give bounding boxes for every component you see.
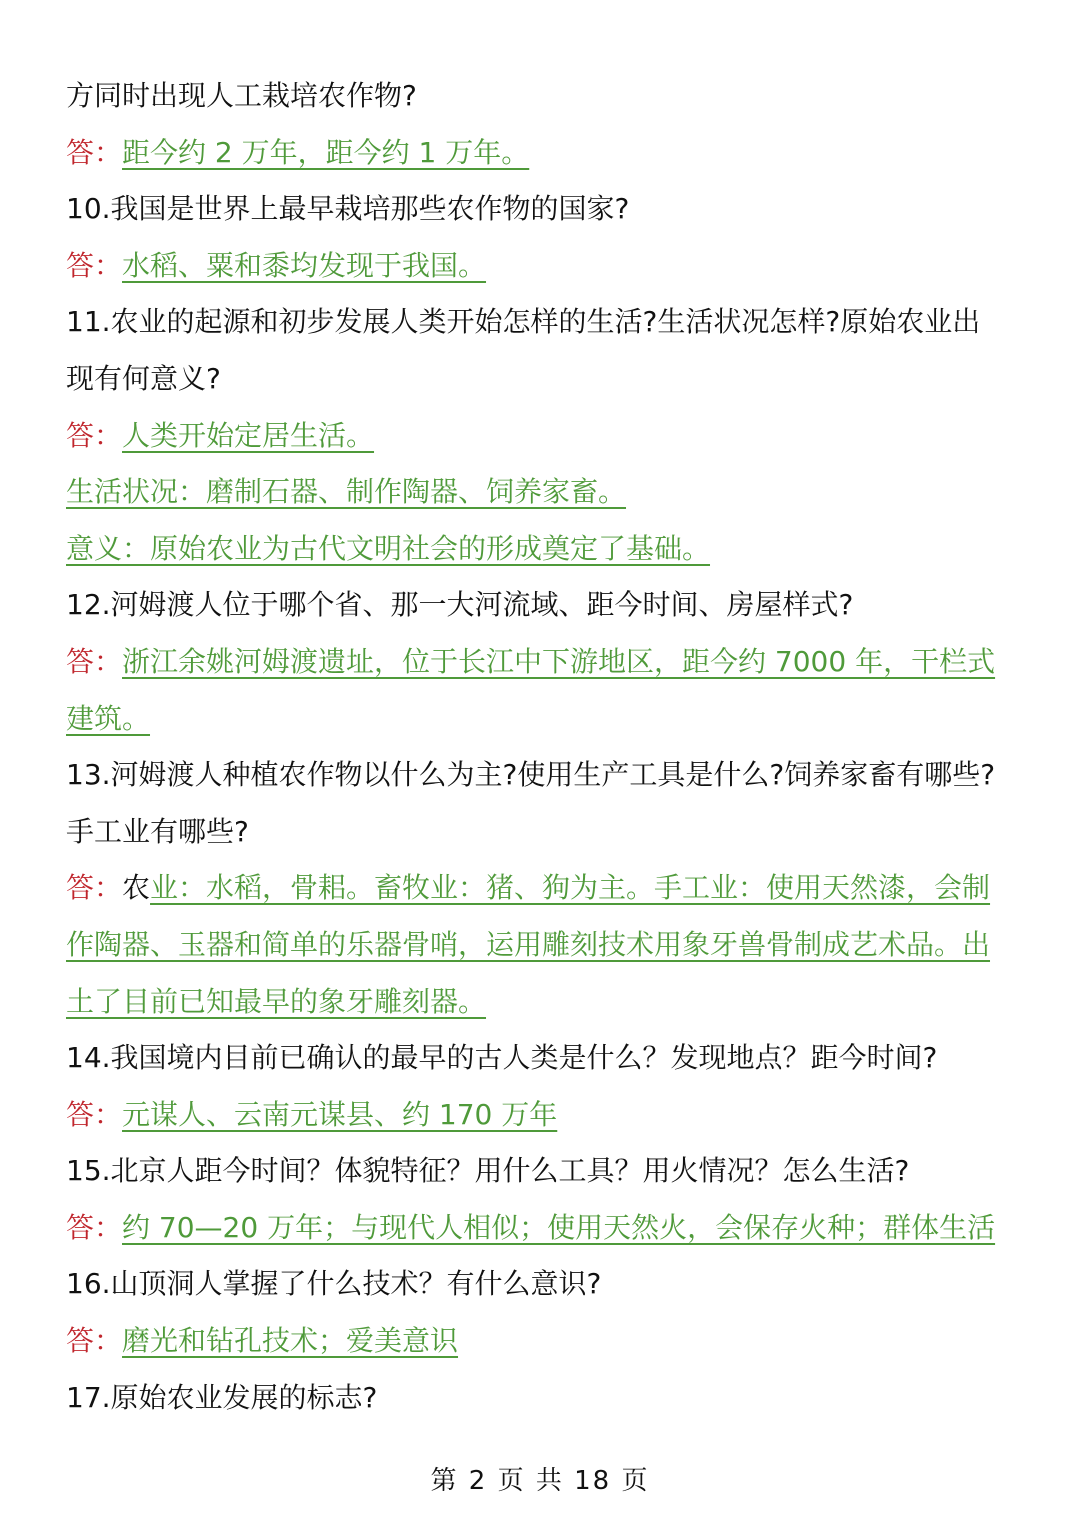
- question-11-line1: [66, 294, 1016, 351]
- answer-label: 答：: [66, 248, 123, 282]
- answer-12-line2: [66, 691, 1016, 748]
- question-11-line2: [66, 351, 1016, 408]
- answer-label: 答：: [66, 644, 123, 678]
- question-text: 现有何意义?: [66, 361, 221, 395]
- question-13-line1: [66, 747, 1016, 804]
- question-12: [66, 577, 1016, 634]
- question-10: [66, 181, 1016, 238]
- answer-13-line3: [66, 974, 1016, 1031]
- question-text: 15.北京人距今时间？体貌特征？用什么工具？用火情况？怎么生活?: [66, 1154, 910, 1188]
- answer-13-line2: [66, 917, 1016, 974]
- question-17: [66, 1370, 1016, 1427]
- answer-14: [66, 1087, 1016, 1144]
- question-text: 手工业有哪些?: [66, 814, 249, 848]
- answer-10: [66, 238, 1016, 295]
- question-text: 11.农业的起源和初步发展人类开始怎样的生活?生活状况怎样?原始农业出: [66, 305, 981, 339]
- answer-text: 作陶器、玉器和简单的乐器骨哨，运用雕刻技术用象牙兽骨制成艺术品。出: [66, 927, 991, 961]
- answer-label: 答：: [66, 1210, 123, 1244]
- answer-label: 答：: [66, 135, 123, 169]
- question-15: [66, 1143, 1016, 1200]
- answer-label: 答：: [66, 871, 123, 905]
- answer-text: 浙江余姚河姆渡遗址，位于长江中下游地区，距今约 7000 年，干栏式: [122, 644, 996, 678]
- question-16: [66, 1256, 1016, 1313]
- page-footer: 第 2 页 共 18 页: [430, 1466, 650, 1496]
- answer-text: 建筑。: [66, 701, 151, 735]
- answer-11: [66, 408, 1016, 465]
- question-14: [66, 1030, 1016, 1087]
- answer-12-line1: [66, 634, 1016, 691]
- answer-11-living: [66, 464, 1016, 521]
- question-text: 13.河姆渡人种植农作物以什么为主?使用生产工具是什么?饲养家畜有哪些?: [66, 758, 996, 792]
- question-text: 14.我国境内目前已确认的最早的古人类是什么？发现地点？距今时间?: [66, 1041, 938, 1075]
- question-text: 17.原始农业发展的标志?: [66, 1380, 378, 1414]
- answer-15: [66, 1200, 1016, 1257]
- document-page: [66, 68, 1016, 1426]
- answer-text: 意义：原始农业为古代文明社会的形成奠定了基础。: [66, 531, 711, 565]
- answer-label: 答：: [66, 1097, 123, 1131]
- answer-label: 答：: [66, 1324, 123, 1358]
- question-text: 方同时出现人工栽培农作物?: [66, 79, 417, 112]
- answer-text: 水稻、粟和黍均发现于我国。: [122, 248, 487, 282]
- answer-line: [66, 125, 1016, 182]
- answer-text: 元谋人、云南元谋县、约 170 万年: [122, 1097, 558, 1131]
- answer-text: 人类开始定居生活。: [122, 418, 375, 452]
- answer-text: 磨光和钻孔技术；爱美意识: [122, 1324, 459, 1358]
- answer-text: 距今约 2 万年，距今约 1 万年。: [122, 135, 530, 169]
- answer-13-line1: [66, 860, 1016, 917]
- question-text: 16.山顶洞人掌握了什么技术？有什么意识?: [66, 1267, 602, 1301]
- answer-label: 答：: [66, 418, 123, 452]
- question-13-line2: [66, 804, 1016, 861]
- answer-16: [66, 1313, 1016, 1370]
- answer-plain-text: 农: [122, 871, 151, 905]
- question-text: 10.我国是世界上最早栽培那些农作物的国家?: [66, 192, 630, 226]
- answer-text: 约 70—20 万年；与现代人相似；使用天然火，会保存火种；群体生活: [122, 1210, 996, 1244]
- question-continuation: [66, 68, 1016, 125]
- answer-11-meaning: [66, 521, 1016, 578]
- question-text: 12.河姆渡人位于哪个省、那一大河流域、距今时间、房屋样式?: [66, 588, 854, 622]
- answer-text: 土了目前已知最早的象牙雕刻器。: [66, 984, 487, 1018]
- answer-text: 业：水稻，骨耜。畜牧业：猪、狗为主。手工业：使用天然漆，会制: [150, 871, 991, 905]
- answer-text: 生活状况：磨制石器、制作陶器、饲养家畜。: [66, 475, 627, 509]
